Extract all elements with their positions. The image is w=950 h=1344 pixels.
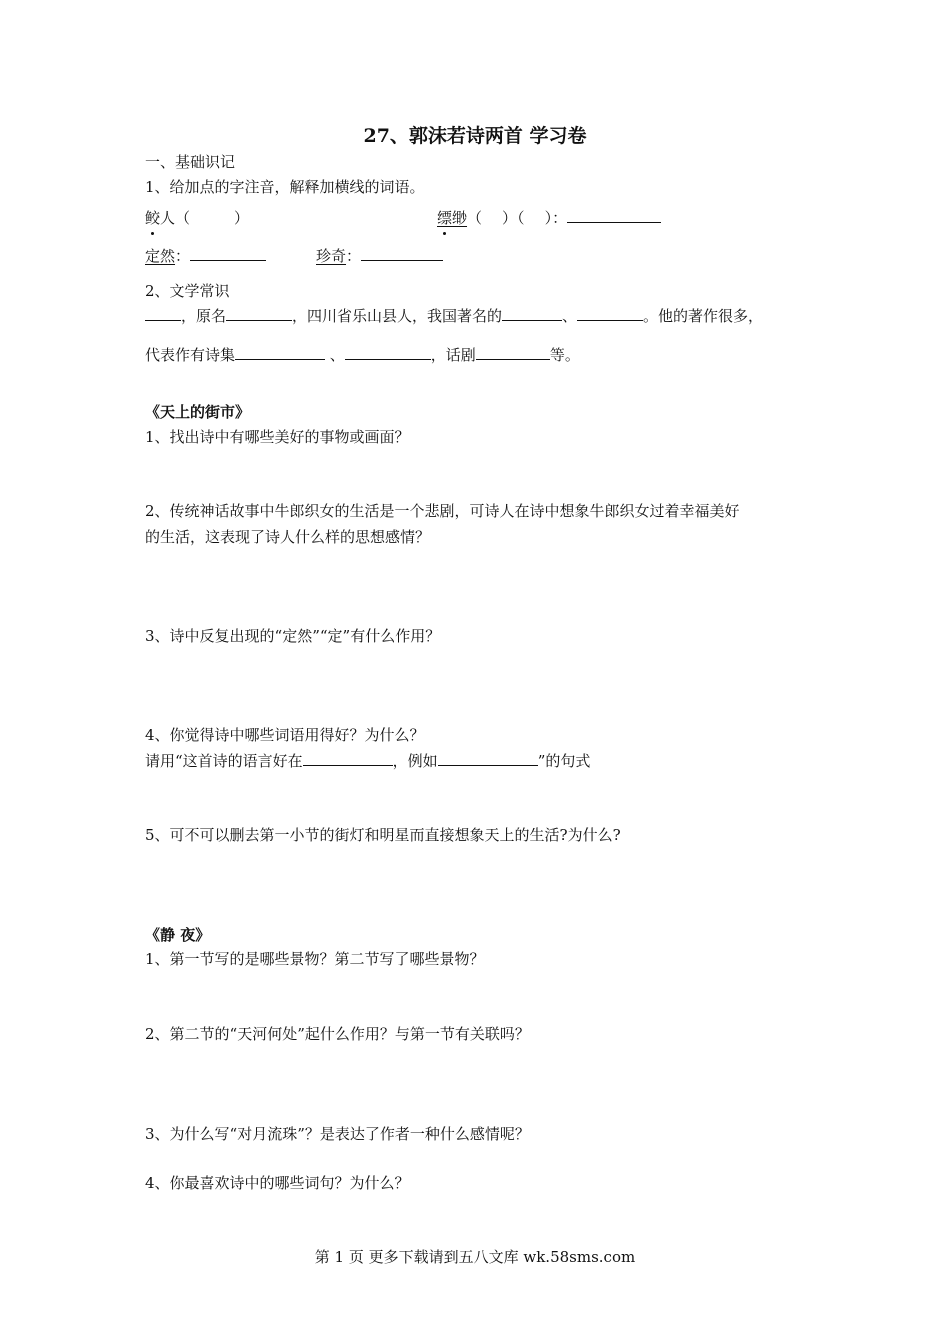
poem2-question-2: 2、第二节的“天河何处”起什么作用？与第一节有关联吗？: [145, 1025, 530, 1043]
vocab-dingran: [145, 246, 266, 266]
answer-blank-example[interactable]: [438, 751, 538, 766]
answer-blank-identity-1[interactable]: [502, 306, 562, 321]
page-footer: 第 1 页 更多下载请到五八文库 wk.58sms.com: [314, 1248, 636, 1266]
question-literature: 2、文学常识: [145, 282, 230, 300]
literature-line-2: [145, 345, 580, 365]
poem1-question-4-template: [145, 751, 590, 771]
vocab-piaomiao-p2: ）（: [502, 209, 525, 227]
literature-text-1c: 、: [562, 307, 578, 325]
vocab-row-1: [145, 208, 249, 228]
poem2-question-4: 4、你最喜欢诗中的哪些词句？为什么？: [145, 1174, 410, 1192]
literature-text-2c: ，话剧: [430, 346, 476, 364]
literature-text-2b: 、: [325, 346, 345, 364]
dotted-char-piao: 缥: [437, 209, 453, 227]
poem1-q4-text-b: ，例如: [392, 752, 438, 770]
vocab-jiaoren-close: ）: [234, 209, 250, 227]
vocab-jiaoren-rest: 人（: [160, 209, 191, 227]
answer-blank-poetry-2[interactable]: [345, 345, 431, 360]
answer-blank-zhenqi[interactable]: [361, 246, 443, 261]
vocab-dingran-word: 定然: [145, 247, 176, 265]
section-heading-basics: 一、基础识记: [145, 153, 236, 171]
literature-text-1a: ，原名: [181, 307, 227, 325]
vocab-miao: 缈: [452, 209, 468, 227]
poem1-question-5: 5、可不可以删去第一小节的街灯和明星而直接想象天上的生活?为什么?: [145, 826, 621, 844]
answer-blank-author[interactable]: [145, 306, 181, 321]
literature-text-2d: 等。: [549, 346, 580, 364]
poem2-question-1: 1、第一节写的是哪些景物？第二节写了哪些景物？: [145, 950, 485, 968]
poem1-question-2-line2: 的生活，这表现了诗人什么样的思想感情？: [145, 528, 431, 546]
poem-title-tianshang: 《天上的街市》: [145, 403, 251, 421]
answer-blank-original-name[interactable]: [226, 306, 292, 321]
answer-blank-poetry-1[interactable]: [235, 345, 325, 360]
poem1-q4-text-a: 请用“这首诗的语言好在: [145, 752, 303, 770]
answer-blank-language[interactable]: [303, 751, 393, 766]
poem1-q4-text-c: ”的句式: [537, 752, 591, 770]
answer-blank-drama[interactable]: [476, 345, 550, 360]
vocab-piaomiao-p1: （: [467, 209, 483, 227]
literature-text-1b: ，四川省乐山县人，我国著名的: [292, 307, 503, 325]
answer-blank-identity-2[interactable]: [577, 306, 643, 321]
literature-text-1d: 。他的著作很多，: [643, 307, 764, 325]
vocab-zhenqi-word: 珍奇: [316, 247, 347, 265]
vocab-piaomiao-p3: ）：: [544, 209, 568, 227]
vocab-zhenqi-colon: ：: [346, 247, 362, 265]
vocab-zhenqi: [316, 246, 443, 266]
literature-line-1: [145, 306, 763, 326]
poem1-question-2-line1: 2、传统神话故事中牛郎织女的生活是一个悲剧，可诗人在诗中想象牛郎织女过着幸福美好: [145, 502, 740, 520]
answer-blank-piaomiao[interactable]: [567, 208, 661, 223]
vocab-piaomiao: [437, 208, 661, 228]
question-pinyin: 1、给加点的字注音，解释加横线的词语。: [145, 178, 425, 196]
page-title: 27、郭沫若诗两首 学习卷: [363, 125, 587, 147]
poem-title-jingye: 《静 夜》: [145, 926, 211, 944]
poem2-question-3: 3、为什么写“对月流珠”？是表达了作者一种什么感情呢？: [145, 1125, 530, 1143]
poem1-question-1: 1、找出诗中有哪些美好的事物或画面？: [145, 428, 410, 446]
dotted-char-jiao: 鲛: [145, 209, 161, 227]
literature-text-2a: 代表作有诗集: [145, 346, 236, 364]
poem1-question-4: 4、你觉得诗中哪些词语用得好？为什么？: [145, 726, 425, 744]
answer-blank-dingran[interactable]: [190, 246, 266, 261]
poem1-question-3: 3、诗中反复出现的“定然”“定”有什么作用？: [145, 627, 441, 645]
vocab-dingran-colon: ：: [175, 247, 191, 265]
